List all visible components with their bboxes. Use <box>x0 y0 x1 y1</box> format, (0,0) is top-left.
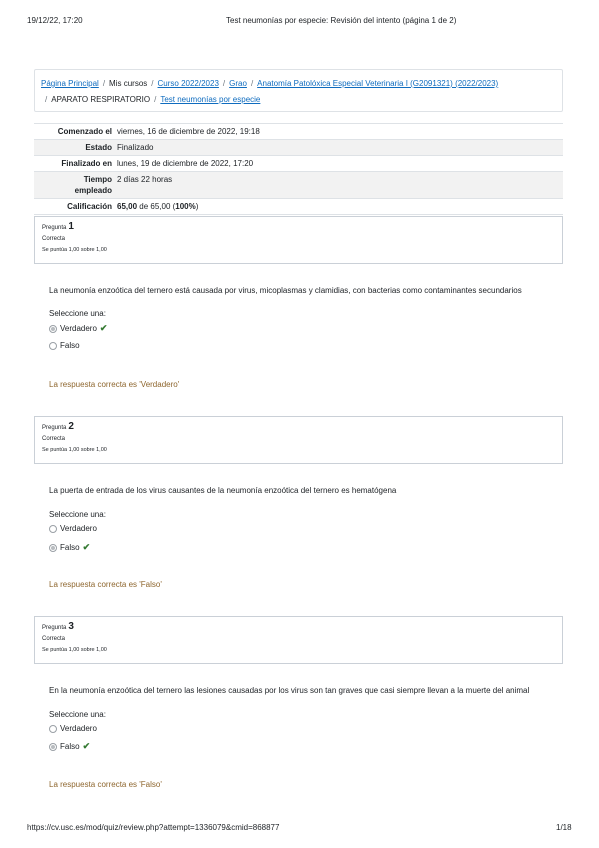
started-label: Comenzado el <box>57 127 112 136</box>
question-info-box <box>34 416 563 464</box>
breadcrumb-separator: / <box>45 95 48 104</box>
radio-unchecked-icon[interactable] <box>49 342 57 350</box>
breadcrumb-separator: / <box>250 79 254 88</box>
time-label-line1: Tiempo <box>83 175 112 184</box>
question-number-value: 3 <box>68 621 74 632</box>
grade-end: ) <box>195 202 199 211</box>
time-value: 2 días 22 horas <box>117 175 173 184</box>
correct-answer-feedback: La respuesta correcta es 'Falso' <box>49 580 162 589</box>
radio-unchecked-icon[interactable] <box>49 525 57 533</box>
question-prefix: Pregunta <box>42 225 67 231</box>
summary-row-state <box>34 140 563 156</box>
breadcrumb-quiz-link[interactable]: Test neumonías por especie <box>160 95 261 104</box>
question-grade: Se puntúa 1,00 sobre 1,00 <box>42 447 107 453</box>
started-value: viernes, 16 de diciembre de 2022, 19:18 <box>117 127 260 136</box>
breadcrumb-separator: / <box>154 95 157 104</box>
question-text: En la neumonía enzoótica del ternero las lesiones causadas por los virus son tan graves que casi siempre llevan a la muerte del animal <box>49 686 530 695</box>
summary-row-finished <box>34 156 563 172</box>
option-true[interactable] <box>49 323 107 334</box>
question-grade: Se puntúa 1,00 sobre 1,00 <box>42 647 107 653</box>
correct-answer-feedback: La respuesta correcta es 'Falso' <box>49 780 162 789</box>
correct-check-icon: ✔ <box>99 323 108 333</box>
option-label: Verdadero <box>60 524 97 533</box>
breadcrumb-separator: / <box>151 79 154 88</box>
finished-label: Finalizado en <box>61 159 112 168</box>
select-prompt: Seleccione una: <box>49 710 106 719</box>
question-state: Correcta <box>42 436 66 442</box>
question-prefix: Pregunta <box>42 625 67 631</box>
option-label: Verdadero <box>60 724 97 733</box>
option-false[interactable] <box>49 542 90 553</box>
question-info-box <box>34 616 563 664</box>
option-true[interactable] <box>49 524 97 533</box>
state-label: Estado <box>85 143 112 152</box>
print-header <box>0 16 599 28</box>
radio-unchecked-icon[interactable] <box>49 725 57 733</box>
print-url: https://cv.usc.es/mod/quiz/review.php?attempt=1336079&cmid=868877 <box>27 823 280 832</box>
select-prompt: Seleccione una: <box>49 309 106 318</box>
option-false[interactable] <box>49 341 80 350</box>
breadcrumb <box>34 69 563 112</box>
question-number-value: 2 <box>68 421 74 432</box>
grade-percent: 100% <box>175 202 196 211</box>
correct-check-icon: ✔ <box>82 741 91 751</box>
state-value: Finalizado <box>117 143 154 152</box>
correct-answer-feedback: La respuesta correcta es 'Verdadero' <box>49 380 180 389</box>
radio-checked-icon[interactable] <box>49 325 57 333</box>
question-number <box>42 621 555 634</box>
breadcrumb-grao-link[interactable]: Grao <box>229 79 247 88</box>
question-state: Correcta <box>42 636 66 642</box>
select-prompt: Seleccione una: <box>49 510 106 519</box>
option-false[interactable] <box>49 741 90 752</box>
option-label: Verdadero <box>60 324 97 333</box>
question-prefix: Pregunta <box>42 425 67 431</box>
radio-checked-icon[interactable] <box>49 544 57 552</box>
question-text: La neumonía enzoótica del ternero está causada por virus, micoplasmas y clamidias, con bacterias como contaminantes secundarios <box>49 286 522 295</box>
option-label: Falso <box>60 742 80 751</box>
print-datetime: 19/12/22, 17:20 <box>27 16 83 25</box>
grade-mid: de 65,00 ( <box>137 202 176 211</box>
option-label: Falso <box>60 341 80 350</box>
question-state: Correcta <box>42 236 66 242</box>
time-label <box>34 174 117 196</box>
finished-value: lunes, 19 de diciembre de 2022, 17:20 <box>117 159 254 168</box>
question-info-box <box>34 216 563 264</box>
attempt-summary-table <box>34 123 563 215</box>
question-grade: Se puntúa 1,00 sobre 1,00 <box>42 247 107 253</box>
print-title: Test neumonías por especie: Revisión del intento (página 1 de 2) <box>226 16 457 25</box>
breadcrumb-separator: / <box>222 79 226 88</box>
option-label: Falso <box>60 543 80 552</box>
option-true[interactable] <box>49 724 97 733</box>
summary-row-started <box>34 124 563 140</box>
summary-row-grade <box>34 199 563 215</box>
breadcrumb-course-year-link[interactable]: Curso 2022/2023 <box>157 79 219 88</box>
breadcrumb-home-link[interactable]: Página Principal <box>41 79 99 88</box>
print-page-number: 1/18 <box>556 823 572 832</box>
breadcrumb-section: APARATO RESPIRATORIO <box>51 95 151 104</box>
summary-row-time <box>34 172 563 199</box>
correct-check-icon: ✔ <box>82 542 91 552</box>
radio-checked-icon[interactable] <box>49 743 57 751</box>
grade-value <box>117 201 563 212</box>
question-number-value: 1 <box>68 221 74 232</box>
question-number <box>42 421 555 434</box>
breadcrumb-my-courses: Mis cursos <box>109 79 148 88</box>
grade-score: 65,00 <box>117 202 138 211</box>
question-text: La puerta de entrada de los virus causantes de la neumonía enzoótica del ternero es hematógena <box>49 486 397 495</box>
breadcrumb-subject-link[interactable]: Anatomía Patolóxica Especial Veterinaria I (G2091321) (2022/2023) <box>257 79 499 88</box>
breadcrumb-separator: / <box>102 79 106 88</box>
time-label-line2: empleado <box>74 186 112 195</box>
grade-label: Calificación <box>67 202 112 211</box>
question-number <box>42 221 555 234</box>
